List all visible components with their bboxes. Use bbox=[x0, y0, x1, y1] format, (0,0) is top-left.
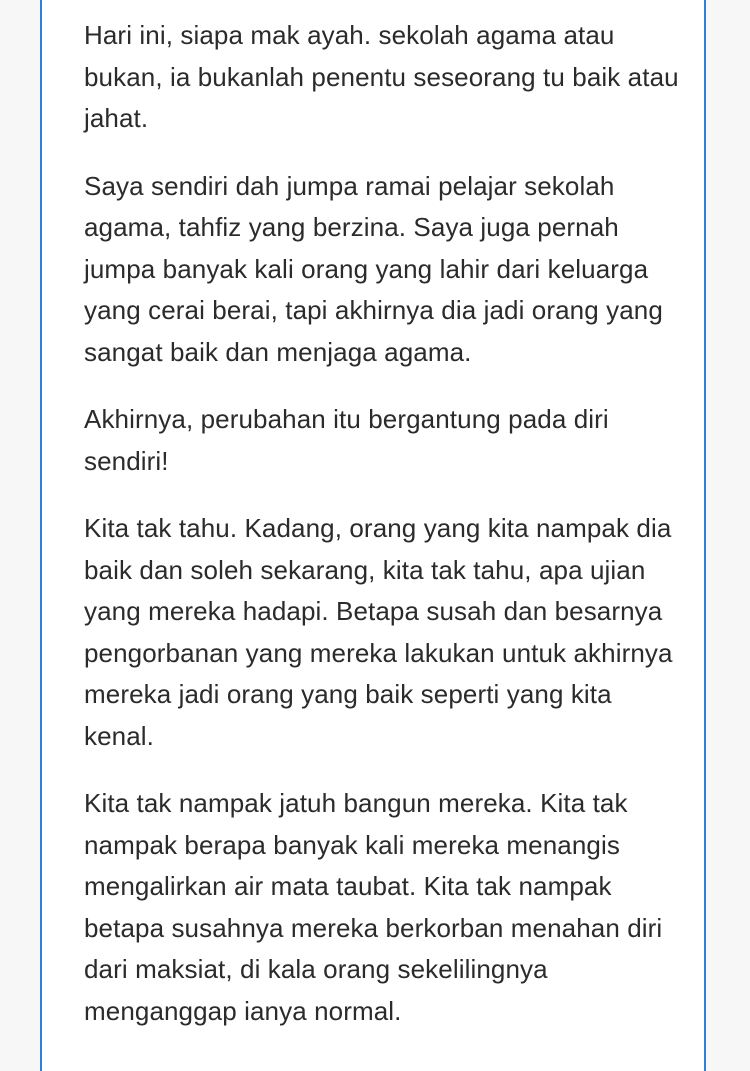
article-body bbox=[84, 15, 684, 1058]
paragraph-1: Hari ini, siapa mak ayah. sekolah agama atau bukan, ia bukanlah penentu seseorang tu baik atau jahat. bbox=[84, 20, 679, 133]
paragraph-5: Kita tak nampak jatuh bangun mereka. Kita tak nampak berapa banyak kali mereka menangis mengalirkan air mata taubat. Kita tak nampak betapa susahnya mereka berkorban menahan diri dari maksiat, di kala orang sekelilingnya menganggap ianya normal. bbox=[84, 788, 663, 1026]
article-frame bbox=[40, 0, 706, 1071]
paragraph-2: Saya sendiri dah jumpa ramai pelajar sekolah agama, tahfiz yang berzina. Saya juga pernah jumpa banyak kali orang yang lahir dari keluarga yang cerai berai, tapi akhirnya dia jadi orang yang sangat baik dan menjaga agama. bbox=[84, 170, 663, 367]
paragraph-4: Kita tak tahu. Kadang, orang yang kita nampak dia baik dan soleh sekarang, kita tak tahu, apa ujian yang mereka hadapi. Betapa susah dan besarnya pengorbanan yang mereka lakukan untuk akhirnya mereka jadi orang yang baik seperti yang kita kenal. bbox=[84, 513, 673, 751]
paragraph-3: Akhirnya, perubahan itu bergantung pada diri sendiri! bbox=[84, 404, 609, 476]
